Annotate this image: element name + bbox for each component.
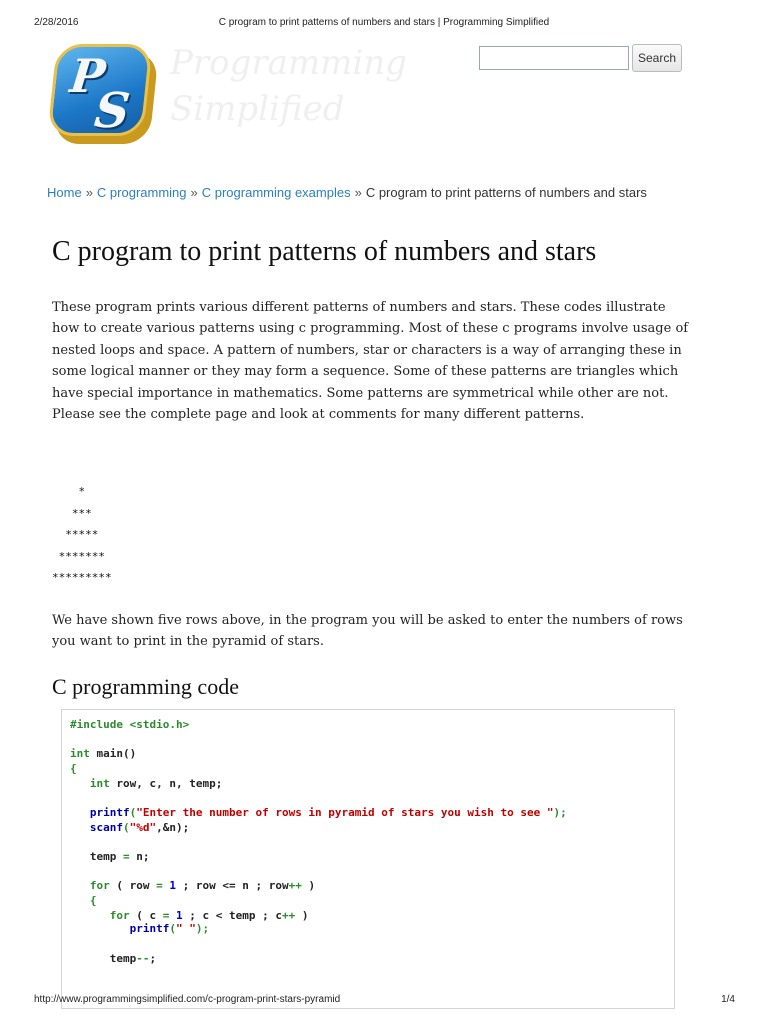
code-token-text: ( row bbox=[109, 879, 157, 892]
search-button[interactable]: Search bbox=[632, 44, 682, 72]
code-line-printf-space bbox=[70, 922, 209, 935]
breadcrumb-separator: » bbox=[190, 185, 198, 200]
code-token-text: ) bbox=[301, 879, 316, 892]
code-token-operator: = bbox=[162, 909, 170, 922]
code-token-function: printf bbox=[89, 806, 130, 819]
pattern-row: ******* bbox=[52, 549, 105, 563]
code-token-keyword: for bbox=[89, 879, 110, 892]
star-pyramid-pattern bbox=[52, 481, 112, 589]
code-token-operator: ++ bbox=[281, 909, 296, 922]
code-line-include bbox=[70, 718, 189, 731]
code-token-paren: ); bbox=[195, 922, 210, 935]
code-line-decrement bbox=[70, 952, 156, 965]
code-token-operator: -- bbox=[136, 952, 150, 965]
breadcrumb-separator: » bbox=[354, 185, 362, 200]
code-token-text: ; bbox=[149, 952, 157, 965]
code-token-keyword: int bbox=[70, 747, 90, 760]
code-line-for-row bbox=[70, 879, 315, 892]
code-token-text: ; row <= n ; row bbox=[175, 879, 289, 892]
code-token-operator: = bbox=[156, 879, 163, 892]
code-token-paren: ( bbox=[129, 806, 137, 819]
logo-letter-p: P bbox=[67, 49, 108, 103]
code-token-preprocessor: #include <stdio.h> bbox=[70, 718, 190, 731]
search-input[interactable] bbox=[479, 46, 629, 70]
code-section-heading: C programming code bbox=[52, 674, 239, 699]
code-token-function: printf bbox=[129, 922, 170, 935]
code-token-keyword: int bbox=[89, 777, 110, 790]
print-page-url: http://www.programmingsimplified.com/c-program-print-stars-pyramid bbox=[34, 994, 341, 1005]
site-wordmark bbox=[170, 40, 407, 132]
breadcrumb-c-programming[interactable]: C programming bbox=[96, 185, 187, 200]
code-line-printf bbox=[70, 806, 567, 819]
code-line-brace-inner bbox=[70, 894, 97, 907]
code-token-text: ,&n); bbox=[156, 821, 190, 834]
code-token-text: row, c, n, temp; bbox=[109, 777, 223, 790]
wordmark-line-1: Programming bbox=[170, 43, 407, 83]
site-logo[interactable] bbox=[52, 44, 154, 144]
code-token-paren: ); bbox=[553, 806, 567, 819]
print-page-number: 1/4 bbox=[721, 994, 735, 1005]
pattern-row: ***** bbox=[52, 528, 99, 541]
code-token-number: 1 bbox=[176, 909, 183, 922]
code-token-paren: ( bbox=[169, 922, 176, 935]
wordmark-line-2: Simplified bbox=[170, 89, 345, 129]
code-token-brace: { bbox=[89, 894, 97, 907]
code-token-text: ; c < temp ; c bbox=[182, 909, 282, 922]
print-date: 2/28/2016 bbox=[34, 17, 79, 28]
code-token-operator: = bbox=[123, 850, 130, 863]
code-line-scanf bbox=[70, 821, 189, 834]
code-line-for-c bbox=[70, 909, 308, 922]
logo-badge bbox=[47, 44, 153, 139]
code-line-assign bbox=[70, 850, 150, 863]
code-line-brace-open bbox=[70, 762, 77, 775]
print-footer bbox=[0, 994, 768, 1008]
pattern-row: * bbox=[52, 485, 86, 498]
code-token-brace: { bbox=[70, 762, 77, 775]
code-token-text: n; bbox=[129, 850, 150, 863]
code-token-text: temp bbox=[89, 850, 123, 863]
code-token-string: "%d" bbox=[129, 821, 157, 834]
code-token-text: ) bbox=[295, 909, 309, 922]
print-page-title: C program to print patterns of numbers and stars | Programming Simplified bbox=[218, 17, 550, 28]
code-token-text: ( c bbox=[129, 909, 163, 922]
code-token-number: 1 bbox=[169, 879, 176, 892]
code-token-text: main() bbox=[89, 747, 137, 760]
code-token-string: " " bbox=[175, 922, 196, 935]
code-token-text: temp bbox=[109, 952, 137, 965]
breadcrumb-current: C program to print patterns of numbers and stars bbox=[365, 185, 647, 200]
code-block[interactable] bbox=[61, 709, 675, 1009]
breadcrumb bbox=[47, 185, 647, 200]
rows-note-paragraph: We have shown five rows above, in the program you will be asked to enter the numbers of rows you want to print in the pyramid of stars. bbox=[52, 613, 683, 650]
intro-paragraph: These program prints various different patterns of numbers and stars. These codes illustrate how to create various patterns using c programming. Most of these c programs involve usage of nested loops and space. A pattern of numbers, star or characters is a way of arranging these in some logical manner or they may form a sequence. Some of these patterns are triangles which have special importance in mathematics. Some patterns are symmetrical while other are not. Please see the complete page and look at comments for many different patterns. bbox=[52, 300, 689, 423]
code-token-text bbox=[169, 909, 176, 922]
code-token-paren: ( bbox=[123, 821, 130, 834]
code-line-main bbox=[70, 747, 136, 760]
code-token-operator: ++ bbox=[288, 879, 302, 892]
logo-letter-s: S bbox=[91, 83, 133, 139]
pattern-row: ********* bbox=[52, 571, 112, 584]
breadcrumb-home[interactable]: Home bbox=[47, 185, 82, 200]
code-line-declaration bbox=[70, 777, 222, 790]
print-header bbox=[0, 17, 768, 31]
code-token-function: scanf bbox=[89, 821, 123, 834]
pattern-row: *** bbox=[52, 506, 92, 520]
breadcrumb-c-programming-examples[interactable]: C programming examples bbox=[201, 185, 351, 200]
breadcrumb-separator: » bbox=[85, 185, 93, 200]
code-token-keyword: for bbox=[109, 909, 130, 922]
code-token-string: "Enter the number of rows in pyramid of stars you wish to see " bbox=[136, 806, 554, 819]
page-title: C program to print patterns of numbers and stars bbox=[52, 236, 597, 267]
